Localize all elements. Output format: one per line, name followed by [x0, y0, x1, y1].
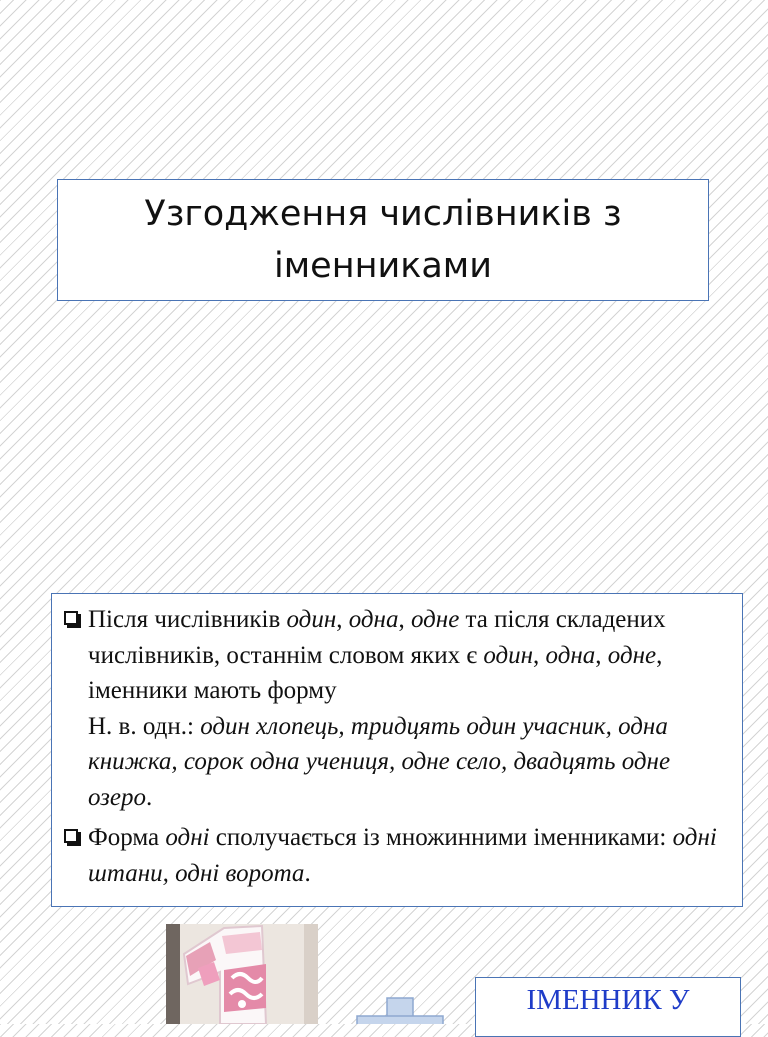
text-run: , іменники мають форму [88, 641, 663, 704]
rule-paragraph-1 [62, 602, 722, 815]
example-word: одна [545, 641, 596, 669]
plus-icon [355, 996, 445, 1024]
title-line-2: іменниками [274, 246, 492, 286]
text-run: . [146, 783, 153, 811]
content-box [51, 593, 743, 907]
text-run: , [336, 606, 349, 633]
example-phrases: один хлопець, тридцять один учасник, одна книжка, сорок одна учениця, одне село, двадцять одне озеро [88, 712, 671, 811]
example-word: одна [348, 606, 399, 633]
text-run: . [304, 859, 311, 887]
text-run: , [595, 641, 608, 669]
example-word: один [286, 606, 337, 633]
text-run: Форма [88, 824, 166, 851]
checkbox-bullet-icon [64, 611, 78, 625]
text-run: Н. в. одн.: [88, 712, 201, 740]
text-run: Після числівників [88, 606, 287, 633]
checkbox-bullet-icon [64, 829, 78, 843]
text-run: сполучається із множинними іменниками: [209, 824, 673, 851]
example-word: одні [165, 824, 210, 851]
number-one-photo [166, 924, 318, 1024]
text-run: , [398, 606, 411, 633]
text-run: , [533, 641, 546, 669]
example-word: один [483, 641, 534, 669]
rule-paragraph-2 [62, 820, 722, 891]
flower-number-one-icon [166, 924, 318, 1024]
noun-box [475, 977, 741, 1037]
example-word: одне [607, 641, 657, 669]
title-line-1: Узгодження числівників з [144, 194, 622, 234]
title-box [57, 179, 709, 301]
noun-box-label: ІМЕННИК У [526, 984, 690, 1016]
text-run: та після складених числівників, останнім словом яких є [88, 606, 666, 669]
example-phrases: одні штани, одні ворота [88, 824, 717, 887]
example-word: одне [410, 606, 460, 633]
slide-title [144, 188, 621, 292]
